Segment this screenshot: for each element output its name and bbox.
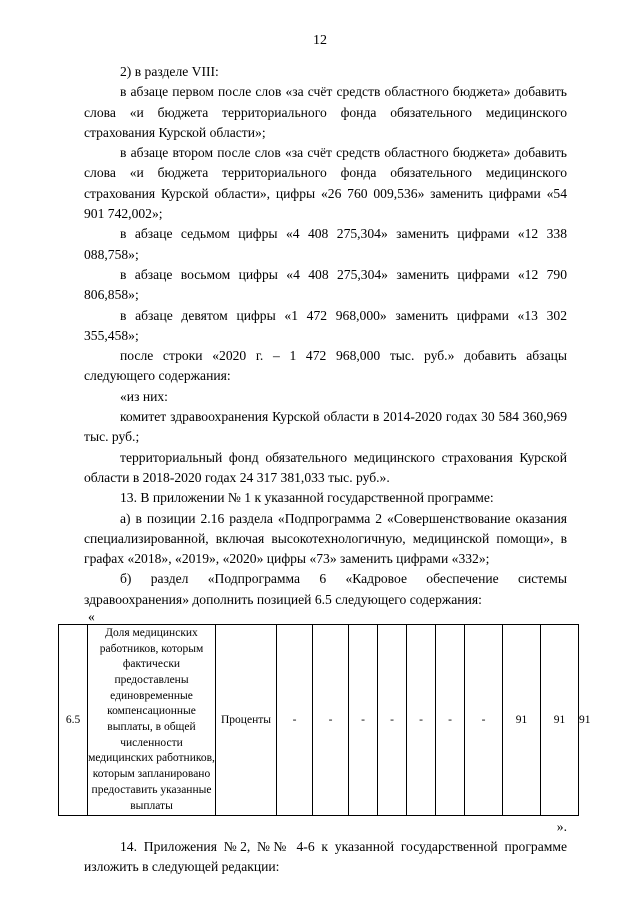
value-cell: -	[407, 625, 436, 816]
unit-cell: Проценты	[216, 625, 277, 816]
table-row: 6.5 Доля медицинских работников, которым фактически предоставлены единовременные компенсационные выплаты, в общей численности медицинских работников, которым запланировано предоставить указанные выплаты Проценты - - - - - - - 91 91 91	[59, 625, 579, 816]
paragraph-abzac-7: в абзаце седьмом цифры «4 408 275,304» заменить цифрами «12 338 088,758»;	[84, 226, 567, 262]
paragraph-item-13b: б) раздел «Подпрограмма 6 «Кадровое обеспечение системы здравоохранения» дополнить позицией 6.5 следующего содержания:	[84, 571, 567, 607]
value-cell: -	[436, 625, 465, 816]
paragraph-item-14: 14. Приложения №2, №№ 4-6 к указанной государственной программе изложить в следующей редакции:	[84, 839, 567, 875]
paragraph-abzac-9: в абзаце девятом цифры «1 472 968,000» заменить цифрами «13 302 355,458»;	[84, 307, 567, 343]
indicator-name-cell: Доля медицинских работников, которым фактически предоставлены единовременные компенсационные выплаты, в общей численности медицинских работников, которым запланировано предоставить указанные выплаты	[88, 625, 216, 816]
paragraph-item-13a: а) в позиции 2.16 раздела «Подпрограмма 2 «Совершенствование оказания специализированной, включая высокотехнологичную, медицинской помощи», в графах «2018», «2019», «2020» цифры «73» заменить цифрами «332»;	[84, 510, 567, 567]
value-cell: 91	[503, 625, 541, 816]
quote-close-mark: ».	[556, 819, 567, 835]
paragraph-item-13: 13. В приложении № 1 к указанной государственной программе:	[120, 490, 494, 506]
paragraph-fund: территориальный фонд обязательного медицинского страхования Курской области в 2018-2020 годах 24 317 381,033 тыс. руб.».	[84, 449, 567, 485]
paragraph-committee: комитет здравоохранения Курской области в 2014-2020 годах 30 584 360,969 тыс. руб.;	[84, 409, 567, 445]
document-body	[65, 62, 591, 878]
paragraph-iz-nih: «из них:	[120, 388, 168, 404]
row-number-cell: 6.5	[59, 625, 88, 816]
value-cell: -	[378, 625, 407, 816]
value-cell: -	[349, 625, 378, 816]
value-cell: -	[313, 625, 349, 816]
value-cell: 91	[541, 625, 579, 816]
paragraph-abzac-8: в абзаце восьмом цифры «4 408 275,304» заменить цифрами «12 790 806,858»;	[84, 266, 567, 303]
position-6-5-table	[58, 624, 591, 816]
paragraph-abzac-2: в абзаце втором после слов «за счёт средств областного бюджета» добавить слова «и бюджета территориального фонда обязательного медицинского страхования Курской области», цифры «26 760 009,536» заменить цифрами «54 901 742,002»;	[84, 145, 567, 222]
page-number: 12	[313, 33, 327, 48]
paragraph-after-line: после строки «2020 г. – 1 472 968,000 тыс. руб.» добавить абзацы следующего содержания:	[84, 348, 567, 384]
value-cell: -	[465, 625, 503, 816]
quote-open-mark: «	[88, 609, 95, 625]
paragraph-abzac-1: в абзаце первом после слов «за счёт средств областного бюджета» добавить слова «и бюджета территориального фонда обязательного медицинского страхования Курской области»;	[84, 84, 567, 140]
paragraph-section-viii: 2) в разделе VIII:	[120, 64, 219, 79]
value-cell: -	[277, 625, 313, 816]
